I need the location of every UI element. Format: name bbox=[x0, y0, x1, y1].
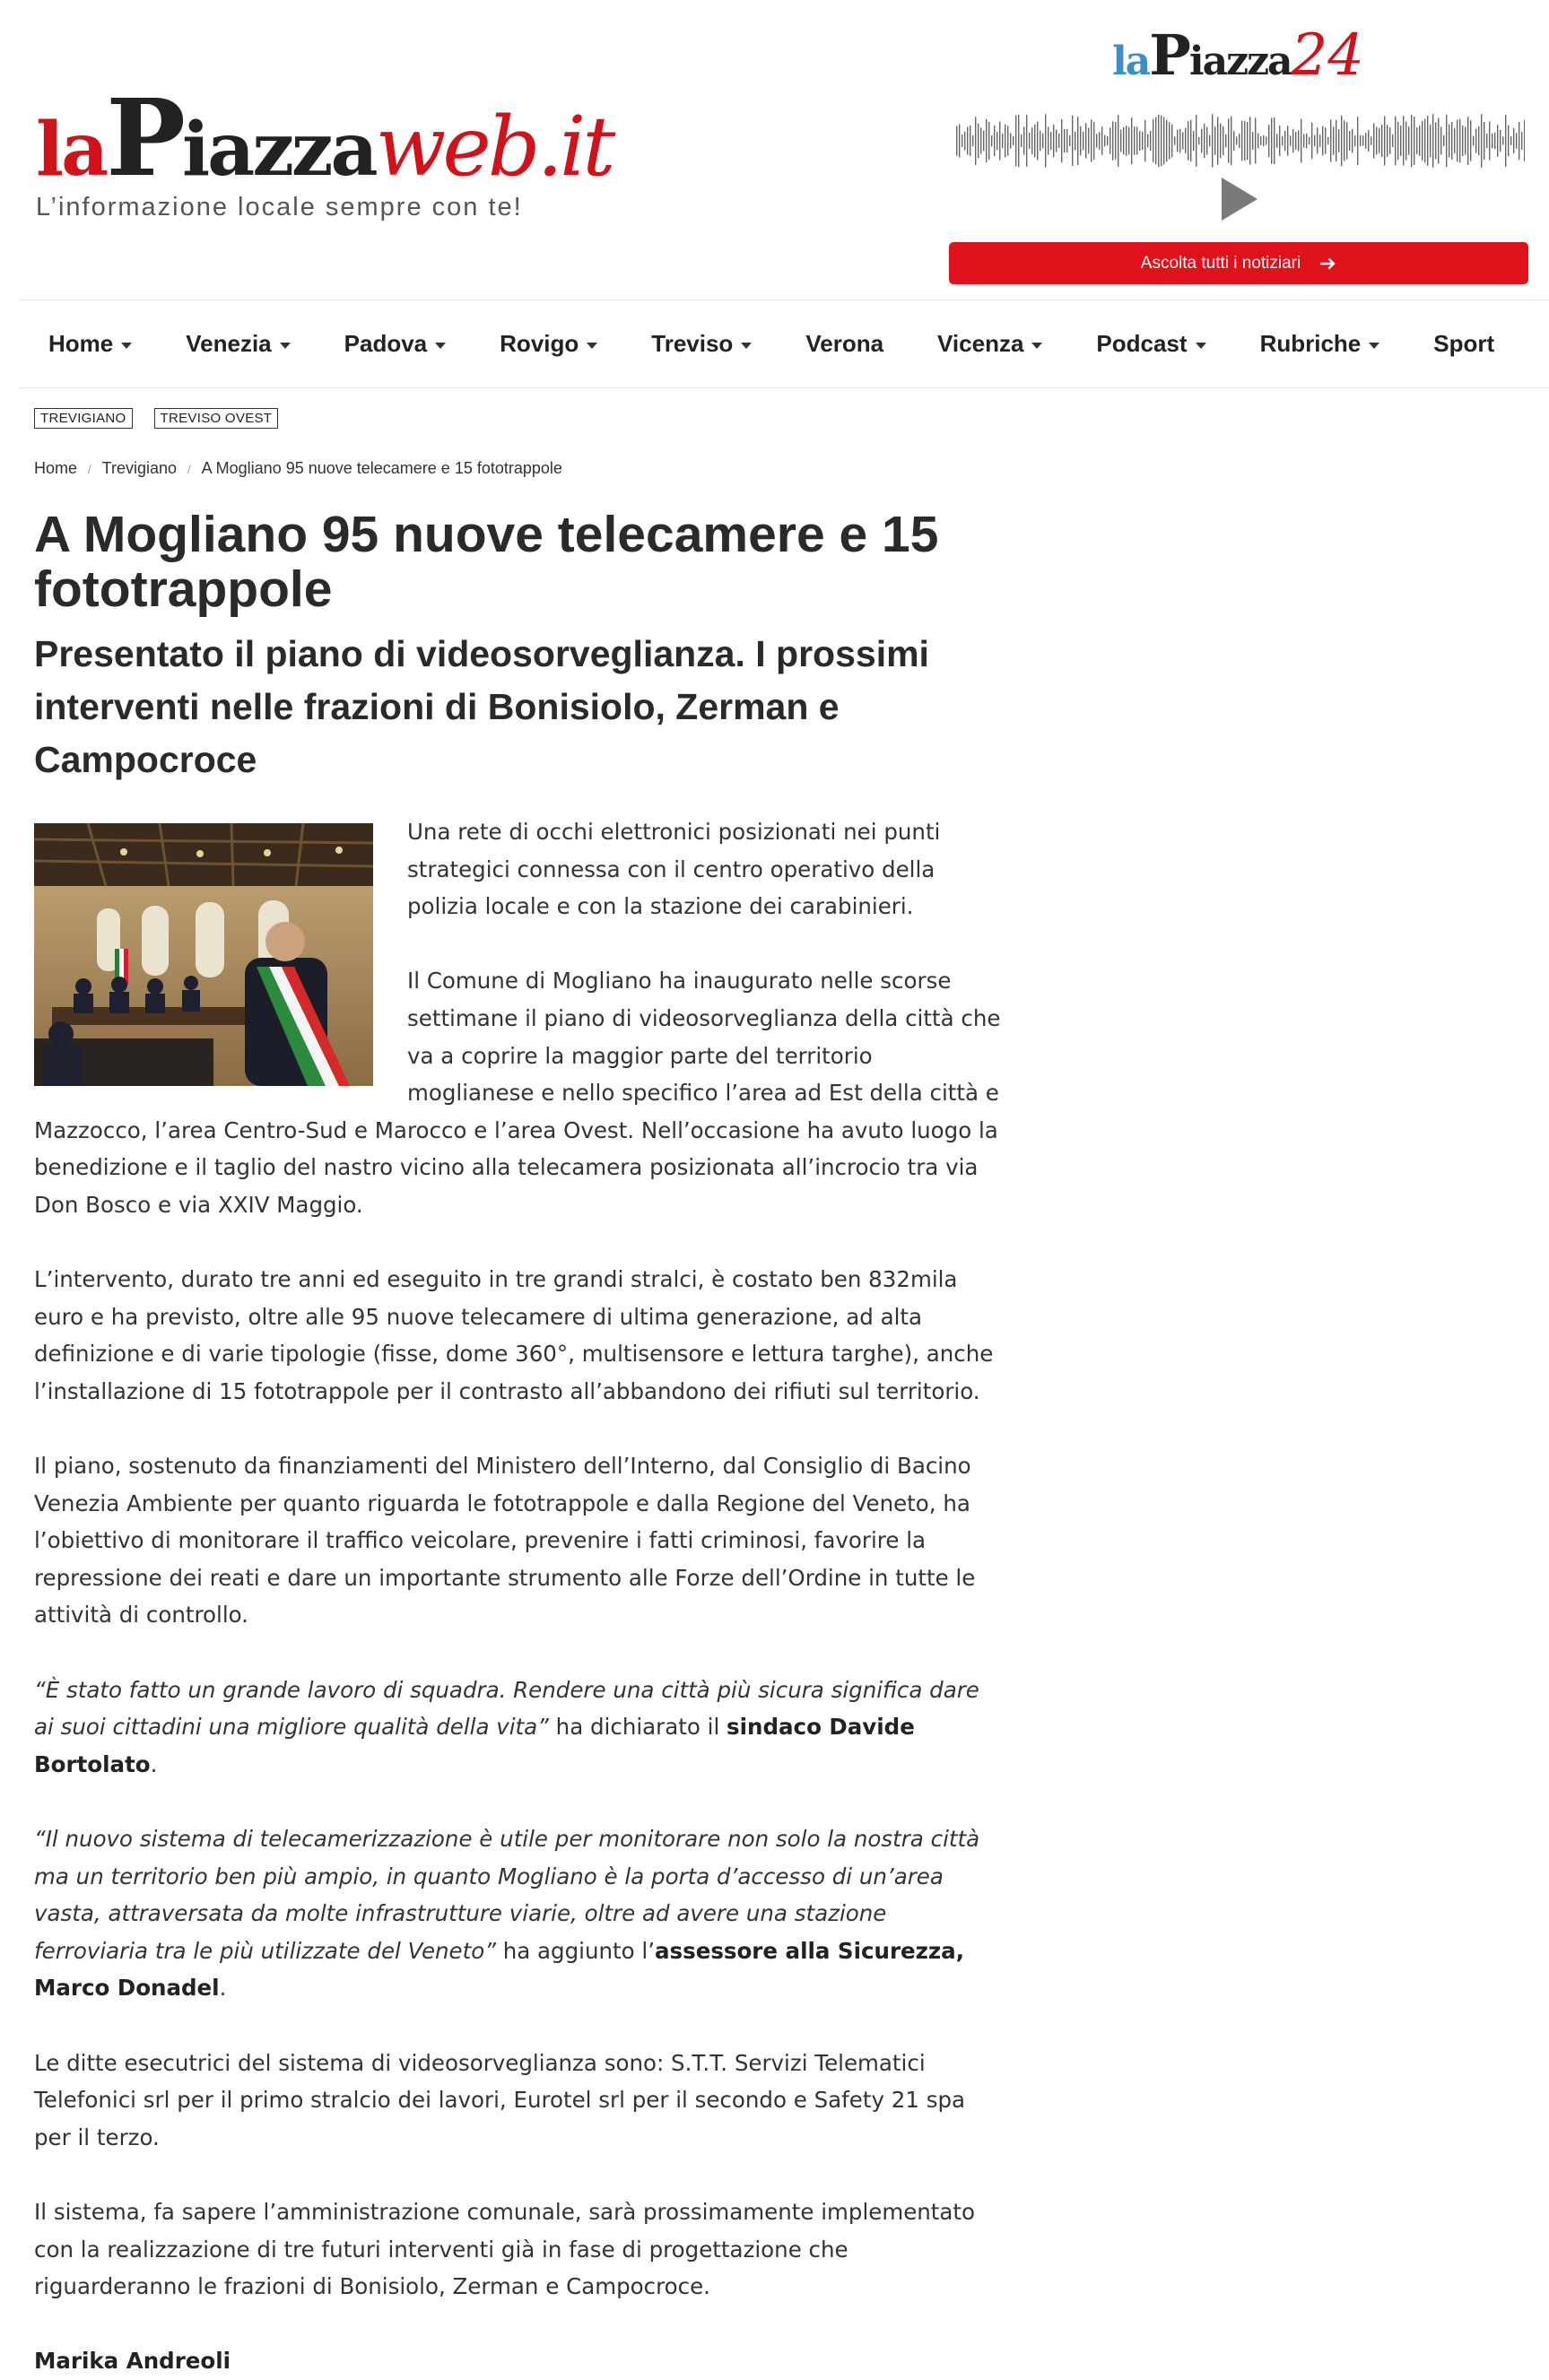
article-paragraph: L’intervento, durato tre anni ed eseguito in tre grandi stralci, è costato ben 832mila euro e ha previsto, oltre alle 95 nuove telecamere di ultima generazione, ad alta definizione e di varie tipologie (fisse, dome 360°, multisensore e lettura targhe), anche l’installazione di 15 fototrappole per il contrasto all’abbandono dei rifiuti sul territorio. bbox=[34, 1266, 994, 1404]
site-logo[interactable] bbox=[36, 75, 613, 222]
nav-item-label: Sport bbox=[1433, 330, 1495, 357]
waveform-bar bbox=[1115, 122, 1116, 160]
waveform-bar bbox=[1309, 137, 1310, 144]
waveform-bar bbox=[1233, 131, 1234, 151]
waveform-bar bbox=[1190, 120, 1191, 161]
caret-down-icon bbox=[280, 343, 291, 349]
quote-end: . bbox=[219, 1975, 227, 2002]
waveform-bar bbox=[1387, 125, 1388, 156]
waveform-bar bbox=[1101, 126, 1102, 154]
caret-down-icon bbox=[435, 343, 446, 349]
waveform-bar bbox=[1403, 116, 1404, 165]
nav-item-label: Rovigo bbox=[500, 330, 579, 357]
waveform-bar bbox=[972, 135, 973, 146]
nav-item-label: Home bbox=[48, 330, 114, 357]
nav-item-padova[interactable] bbox=[344, 330, 447, 358]
waveform-bar bbox=[1282, 136, 1283, 146]
waveform-bar bbox=[988, 122, 989, 160]
waveform-bar bbox=[1392, 135, 1393, 147]
waveform-bar bbox=[1368, 130, 1369, 152]
waveform-bar bbox=[1021, 135, 1022, 147]
waveform-bar bbox=[1290, 135, 1291, 145]
radio-logo-p: P bbox=[1149, 22, 1189, 88]
article-paragraph: Il piano, sostenuto da finanziamenti del Ministero dell’Interno, dal Consiglio di Bacino Venezia Ambiente per quanto riguarda le fototrappole e dalla Regione del Veneto, ha l’obiettivo di monitorare il traffico veicolare, prevenire i fatti criminosi, favorire la repressione dei reati e dare un importante strumento alle Forze dell’Ordine in tutte le attività di controllo. bbox=[34, 1453, 976, 1629]
waveform-bar bbox=[1416, 127, 1417, 154]
waveform-bar bbox=[1513, 128, 1514, 153]
quote-end: . bbox=[150, 1750, 158, 1777]
play-icon[interactable] bbox=[1222, 178, 1257, 221]
waveform-bar bbox=[1163, 117, 1164, 165]
waveform-bar bbox=[1126, 126, 1127, 156]
radio-logo-iazza: iazza bbox=[1188, 39, 1292, 84]
waveform-bar bbox=[1201, 129, 1202, 153]
waveform-bar bbox=[1123, 127, 1124, 155]
waveform-bar bbox=[1457, 119, 1458, 161]
waveform-bar bbox=[1204, 124, 1205, 158]
caret-down-icon bbox=[741, 343, 752, 349]
waveform-bar bbox=[1169, 122, 1170, 159]
waveform-bar bbox=[1013, 136, 1014, 146]
waveform-bar bbox=[994, 126, 995, 156]
waveform-bar bbox=[1314, 135, 1315, 146]
article-quote-mayor bbox=[34, 1672, 1003, 1784]
waveform-bar bbox=[1268, 125, 1269, 157]
waveform-bar bbox=[1252, 132, 1253, 150]
nav-item-label: Treviso bbox=[651, 330, 734, 357]
breadcrumb-current: A Mogliano 95 nuove telecamere e 15 fototrappole bbox=[201, 459, 562, 477]
waveform-bar bbox=[1317, 128, 1318, 154]
article-title: A Mogliano 95 nuove telecamere e 15 fototrappole bbox=[34, 506, 939, 618]
site-tagline: L’informazione locale sempre con te! bbox=[36, 193, 523, 221]
waveform-bar bbox=[1435, 122, 1436, 159]
waveform-bar bbox=[1255, 117, 1256, 163]
waveform-bar bbox=[1206, 127, 1207, 155]
waveform-bar bbox=[1354, 135, 1355, 146]
waveform-bar bbox=[1292, 129, 1293, 152]
waveform-bar bbox=[1459, 119, 1460, 163]
waveform-bar bbox=[1217, 117, 1218, 164]
waveform-bar bbox=[1042, 134, 1043, 149]
waveform-bar bbox=[1244, 121, 1245, 161]
waveform-bar bbox=[1524, 120, 1525, 161]
waveform-bar bbox=[1196, 115, 1197, 167]
waveform-bar bbox=[1470, 120, 1471, 161]
waveform-bar bbox=[1107, 136, 1108, 145]
waveform-bar bbox=[1451, 122, 1452, 160]
waveform-bar bbox=[1365, 133, 1366, 149]
waveform-bar bbox=[1091, 119, 1092, 161]
waveform-bar bbox=[1072, 116, 1073, 166]
caret-down-icon bbox=[1369, 343, 1379, 349]
nav-item-sport[interactable] bbox=[1433, 330, 1494, 358]
waveform-bar bbox=[1061, 119, 1062, 162]
nav-item-rubriche[interactable] bbox=[1260, 330, 1380, 358]
waveform-bar bbox=[1389, 127, 1390, 154]
waveform-bar bbox=[1104, 135, 1105, 147]
waveform-bar bbox=[1134, 126, 1135, 154]
waveform-bar bbox=[1249, 117, 1250, 164]
waveform-bar bbox=[1481, 114, 1482, 168]
waveform-bar bbox=[1384, 116, 1385, 165]
waveform-bar bbox=[964, 132, 965, 151]
waveform-bar bbox=[1274, 117, 1275, 164]
audio-waveform[interactable] bbox=[956, 109, 1525, 172]
waveform-bar bbox=[1182, 132, 1183, 149]
waveform-bar bbox=[1341, 116, 1342, 166]
logo-web: web.it bbox=[375, 99, 613, 195]
quote-author: assessore alla Sicurezza, Marco Donadel bbox=[34, 1937, 964, 2002]
waveform-bar bbox=[1295, 132, 1296, 150]
nav-item-podcast[interactable] bbox=[1096, 330, 1205, 358]
nav-item-treviso[interactable] bbox=[651, 330, 752, 358]
waveform-bar bbox=[978, 124, 979, 159]
waveform-bar bbox=[1284, 131, 1285, 152]
logo-iazza: iazza bbox=[182, 107, 376, 193]
waveform-bar bbox=[1161, 116, 1162, 166]
waveform-bar bbox=[1327, 137, 1328, 144]
waveform-bar bbox=[1015, 116, 1016, 167]
nav-item-label: Verona bbox=[805, 330, 884, 357]
photo-float-spacer bbox=[34, 813, 407, 1088]
waveform-bar bbox=[1427, 116, 1428, 166]
waveform-bar bbox=[1440, 127, 1441, 155]
article-subtitle: Presentato il piano di videosorveglianza. I prossimi interventi nelle frazioni di Bonisiolo, Zerman e Campocroce bbox=[34, 633, 929, 780]
waveform-bar bbox=[996, 132, 997, 150]
radio-logo-la: la bbox=[1112, 39, 1150, 84]
waveform-bar bbox=[1239, 134, 1240, 148]
listen-all-button-label: Ascolta tutti i notiziari bbox=[1140, 253, 1301, 273]
waveform-bar bbox=[1077, 117, 1078, 165]
waveform-bar bbox=[1080, 126, 1081, 155]
waveform-bar bbox=[1360, 135, 1361, 146]
quote-text: “Il nuovo sistema di telecamerizzazione è utile per monitorare non solo la nostra città ma un territorio ben più ampio, in quanto Mogliano è la porta d’accesso di un’area vasta, attraversata da molte infrastrutture viarie, oltre ad avere una stazione ferroviaria tra le più utilizzate del Veneto” bbox=[34, 1826, 980, 1964]
tag-trevigiano[interactable]: TREVIGIANO bbox=[34, 408, 133, 429]
arrow-right-icon bbox=[1320, 257, 1336, 270]
waveform-bar bbox=[1018, 115, 1019, 167]
waveform-bar bbox=[1486, 134, 1487, 148]
article-paragraph: Una rete di occhi elettronici posizionati nei punti strategici connessa con il centro operativo della polizia locale e con la stazione dei carabinieri. bbox=[407, 819, 941, 920]
waveform-bar bbox=[1346, 122, 1347, 159]
waveform-bar bbox=[986, 119, 987, 163]
waveform-bar bbox=[1333, 126, 1334, 154]
waveform-bar bbox=[1443, 135, 1444, 146]
waveform-bar bbox=[1142, 132, 1143, 150]
nav-item-vicenza[interactable] bbox=[937, 330, 1042, 358]
waveform-bar bbox=[1381, 125, 1382, 157]
waveform-bar bbox=[1220, 124, 1221, 159]
waveform-bar bbox=[1147, 135, 1148, 148]
waveform-bar bbox=[956, 126, 957, 156]
article-body bbox=[34, 813, 1003, 2380]
caret-down-icon bbox=[1031, 343, 1042, 349]
site-header bbox=[0, 0, 1549, 300]
waveform-bar bbox=[980, 127, 981, 153]
logo-la: la bbox=[36, 107, 107, 193]
waveform-bar bbox=[1432, 114, 1433, 167]
waveform-bar bbox=[1010, 133, 1011, 148]
waveform-bar bbox=[1325, 127, 1326, 154]
waveform-bar bbox=[1508, 126, 1509, 157]
caret-down-icon bbox=[121, 343, 132, 349]
waveform-bar bbox=[1166, 120, 1167, 162]
waveform-bar bbox=[1144, 120, 1145, 162]
waveform-bar bbox=[1397, 122, 1398, 160]
listen-all-button[interactable] bbox=[949, 242, 1528, 284]
waveform-bar bbox=[1247, 122, 1248, 160]
waveform-bar bbox=[1155, 117, 1156, 165]
waveform-bar bbox=[1478, 126, 1479, 155]
main-navigation bbox=[20, 300, 1549, 388]
waveform-bar bbox=[1088, 128, 1089, 154]
waveform-bar bbox=[1050, 132, 1051, 150]
waveform-bar bbox=[1228, 118, 1229, 162]
waveform-bar bbox=[1473, 136, 1474, 146]
waveform-bar bbox=[1500, 130, 1501, 152]
waveform-bar bbox=[1438, 117, 1439, 163]
waveform-bar bbox=[1198, 137, 1199, 144]
waveform-bar bbox=[1311, 123, 1312, 159]
waveform-bar bbox=[1112, 121, 1113, 160]
nav-item-label: Venezia bbox=[186, 330, 272, 357]
waveform-bar bbox=[1430, 125, 1431, 157]
waveform-bar bbox=[1029, 133, 1030, 149]
waveform-bar bbox=[1505, 115, 1506, 167]
tag-treviso-ovest[interactable]: TREVISO OVEST bbox=[154, 408, 279, 429]
nav-item-rovigo[interactable] bbox=[500, 330, 597, 358]
waveform-bar bbox=[975, 117, 976, 165]
waveform-bar bbox=[1303, 134, 1304, 147]
article-tags bbox=[34, 408, 278, 429]
waveform-bar bbox=[1306, 134, 1307, 149]
waveform-bar bbox=[1236, 136, 1237, 144]
article-quote-councillor bbox=[34, 1820, 1003, 2007]
waveform-bar bbox=[1502, 136, 1503, 144]
quote-text: “È stato fatto un grande lavoro di squadra. Rendere una città più sicura significa dare ai suoi cittadini una migliore qualità della vita” bbox=[34, 1676, 979, 1741]
waveform-bar bbox=[1362, 135, 1363, 146]
waveform-bar bbox=[983, 131, 984, 152]
waveform-bar bbox=[1193, 131, 1194, 151]
waveform-bar bbox=[1209, 135, 1210, 147]
waveform-bar bbox=[1424, 119, 1425, 163]
waveform-bar bbox=[1026, 115, 1027, 167]
waveform-bar bbox=[967, 126, 968, 154]
waveform-bar bbox=[1096, 134, 1097, 147]
nav-item-venezia[interactable] bbox=[186, 330, 290, 358]
waveform-bar bbox=[1085, 123, 1086, 158]
waveform-bar bbox=[1179, 129, 1180, 153]
article-paragraph: Il Comune di Mogliano ha inaugurato nelle scorse settimane il piano di videosorveglianza della città che va a coprire la maggior parte del territorio moglianese e nello specifico l’area ad Est della città e Mazzocco, l’area Centro-Sud e Marocco e l’area Ovest. Nell’occasione ha avuto luogo la benedizione e il taglio del nastro vicino alla telecamera posizionata all’incrocio tra via Don Bosco e via XXIV Maggio. bbox=[34, 968, 1001, 1218]
waveform-bar bbox=[1158, 115, 1159, 167]
nav-item-verona[interactable] bbox=[805, 330, 883, 358]
waveform-bar bbox=[1330, 119, 1331, 161]
waveform-bar bbox=[1093, 122, 1094, 160]
waveform-bar bbox=[959, 124, 960, 157]
waveform-bar bbox=[1497, 125, 1498, 156]
quote-author: sindaco Davide Bortolato bbox=[34, 1714, 915, 1777]
waveform-bar bbox=[1510, 136, 1511, 145]
waveform-bar bbox=[1031, 127, 1032, 154]
caret-down-icon bbox=[1196, 343, 1206, 349]
waveform-bar bbox=[1139, 131, 1140, 151]
waveform-bar bbox=[1128, 127, 1129, 155]
waveform-bar bbox=[1419, 126, 1420, 156]
waveform-bar bbox=[991, 135, 992, 146]
waveform-bar bbox=[1048, 126, 1049, 154]
waveform-bar bbox=[1177, 130, 1178, 152]
waveform-bar bbox=[1064, 129, 1065, 152]
radio-logo bbox=[1112, 22, 1365, 89]
waveform-bar bbox=[1465, 126, 1466, 154]
nav-item-label: Rubriche bbox=[1259, 330, 1362, 357]
waveform-bar bbox=[1422, 121, 1423, 161]
article-paragraph: Il sistema, fa sapere l’amministrazione comunale, sarà prossimamente implementato con la realizzazione di tre futuri interventi già in fase di progettazione che riguarderanno le frazioni di Bonisiolo, Zerman e Campocroce. bbox=[34, 2198, 976, 2300]
nav-item-label: Padova bbox=[344, 330, 428, 357]
waveform-bar bbox=[1171, 125, 1172, 158]
waveform-bar bbox=[1131, 117, 1132, 164]
waveform-bar bbox=[1214, 126, 1215, 155]
waveform-bar bbox=[1056, 129, 1057, 152]
waveform-bar bbox=[1053, 125, 1054, 157]
waveform-bar bbox=[1002, 134, 1003, 148]
waveform-bar bbox=[1120, 130, 1121, 152]
waveform-bar bbox=[1373, 123, 1374, 158]
breadcrumb-separator: / bbox=[187, 463, 191, 476]
waveform-bar bbox=[1225, 135, 1226, 148]
breadcrumb-trevigiano[interactable]: Trevigiano bbox=[101, 459, 178, 477]
waveform-bar bbox=[1271, 117, 1272, 163]
waveform-bar bbox=[1494, 133, 1495, 149]
waveform-bar bbox=[1462, 126, 1463, 156]
article-paragraph: Le ditte esecutrici del sistema di videosorveglianza sono: S.T.T. Servizi Telematici Telefonici srl per il primo stralcio dei lavori, Eurotel srl per il secondo e Safety 21 spa per il terzo. bbox=[34, 2049, 966, 2150]
waveform-bar bbox=[1034, 125, 1035, 158]
quote-attribution: ha aggiunto l’ bbox=[495, 1937, 655, 1964]
waveform-bar bbox=[1395, 117, 1396, 166]
waveform-bar bbox=[1454, 128, 1455, 153]
waveform-bar bbox=[1045, 114, 1046, 167]
waveform-bar bbox=[1257, 134, 1258, 149]
waveform-bar bbox=[1174, 136, 1175, 144]
radio-logo-24: 24 bbox=[1291, 22, 1365, 89]
waveform-bar bbox=[1322, 126, 1323, 156]
waveform-bar bbox=[1287, 126, 1288, 155]
waveform-bar bbox=[1319, 135, 1320, 147]
waveform-bar bbox=[1241, 121, 1242, 161]
waveform-bar bbox=[1136, 127, 1137, 155]
quote-attribution: ha dichiarato il bbox=[548, 1714, 727, 1741]
waveform-bar bbox=[1007, 126, 1008, 155]
waveform-bar bbox=[1338, 129, 1339, 152]
waveform-bar bbox=[1408, 126, 1409, 155]
waveform-bar bbox=[1467, 117, 1468, 165]
waveform-bar bbox=[1058, 134, 1059, 148]
waveform-bar bbox=[1521, 132, 1522, 150]
site-logo-wordmark bbox=[36, 75, 613, 200]
waveform-bar bbox=[1489, 121, 1490, 160]
waveform-bar bbox=[1516, 133, 1517, 149]
waveform-bar bbox=[1357, 117, 1358, 165]
waveform-bar bbox=[1475, 128, 1476, 152]
article-author: Marika Andreoli bbox=[34, 2348, 231, 2375]
breadcrumb-separator: / bbox=[88, 463, 91, 476]
waveform-bar bbox=[1069, 135, 1070, 146]
nav-item-label: Podcast bbox=[1096, 330, 1188, 357]
waveform-bar bbox=[1276, 134, 1277, 148]
waveform-bar bbox=[1446, 115, 1447, 168]
waveform-bar bbox=[1352, 129, 1353, 153]
waveform-bar bbox=[1260, 136, 1261, 145]
breadcrumb-home[interactable]: Home bbox=[34, 459, 78, 477]
caret-down-icon bbox=[587, 343, 597, 349]
breadcrumb bbox=[34, 459, 562, 478]
radio-player bbox=[949, 22, 1528, 287]
waveform-bar bbox=[1212, 114, 1213, 168]
logo-p: P bbox=[106, 75, 183, 200]
waveform-bar bbox=[1376, 127, 1377, 155]
waveform-bar bbox=[1023, 126, 1024, 154]
waveform-bar bbox=[1037, 122, 1038, 161]
nav-item-label: Vicenza bbox=[937, 330, 1024, 357]
waveform-bar bbox=[1185, 128, 1186, 153]
waveform-bar bbox=[1298, 130, 1299, 151]
waveform-bar bbox=[1400, 126, 1401, 156]
waveform-bar bbox=[1150, 131, 1151, 151]
waveform-bar bbox=[1405, 121, 1406, 160]
waveform-bar bbox=[999, 122, 1000, 161]
waveform-bar bbox=[1411, 115, 1412, 167]
waveform-bar bbox=[1066, 129, 1067, 152]
waveform-bar bbox=[1099, 132, 1100, 150]
waveform-bar bbox=[1263, 135, 1264, 146]
waveform-bar bbox=[1349, 131, 1350, 151]
nav-item-home[interactable] bbox=[48, 330, 132, 358]
waveform-bar bbox=[1279, 126, 1280, 156]
